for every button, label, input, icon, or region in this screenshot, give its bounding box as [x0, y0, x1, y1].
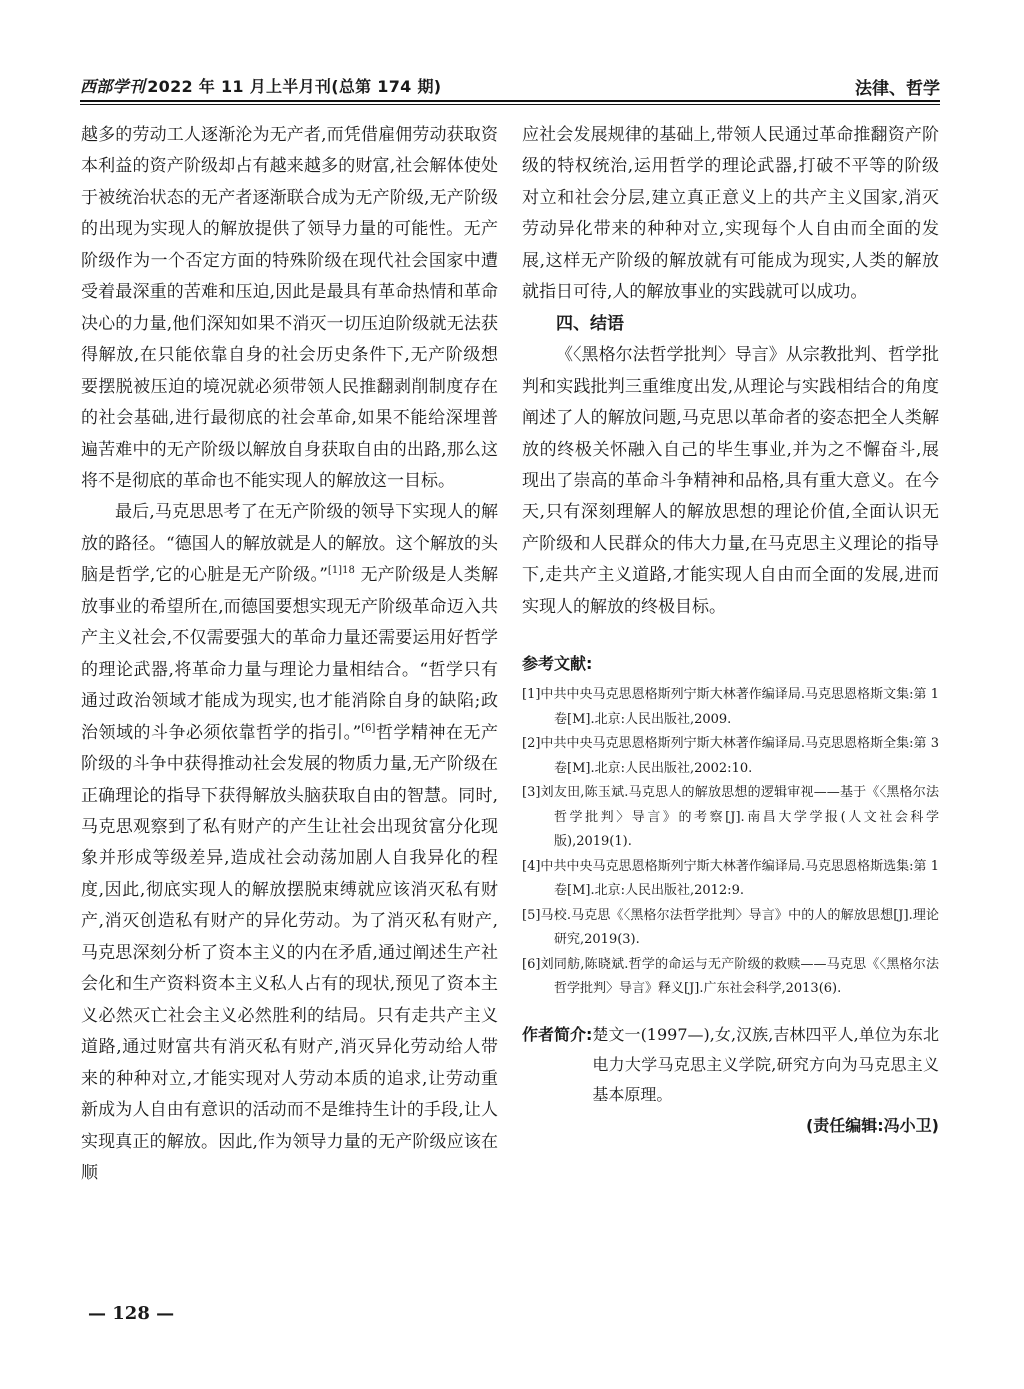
- reference-item: [1]中共中央马克思恩格斯列宁斯大林著作编译局.马克思恩格斯文集:第 1 卷[M].北京:人民出版社,2009.: [522, 687, 939, 727]
- references-list: [522, 683, 939, 1002]
- paragraph-text: 无产阶级是人类解放事业的希望所在,而德国要想实现无产阶级革命迈入共产主义社会,不仅需要强大的革命力量还需要运用好哲学的理论武器,将革命力量与理论力量相结合。“哲学只有通过政治领域才能成为现实,也才能消除自身的缺陷;政治领域的斗争必须依靠哲学的指引。”: [81, 565, 498, 743]
- journal-issue-line: [80, 74, 441, 97]
- citation-mark: [6]: [361, 722, 376, 734]
- paragraph-continued: 应社会发展规律的基础上,带领人民通过革命推翻资产阶级的特权统治,运用哲学的理论武器,打破不平等的阶级对立和社会分层,建立真正意义上的共产主义国家,消灭劳动异化带来的种种对立,实现每个人自由而全面的发展,这样无产阶级的解放就有可能成为现实,人类的解放就指日可待,人的解放事业的实践就可以成功。: [522, 125, 939, 303]
- paragraph-conclusion: 《〈黑格尔法哲学批判〉导言》从宗教批判、哲学批判和实践批判三重维度出发,从理论与实践相结合的角度阐述了人的解放问题,马克思以革命者的姿态把全人类解放的终极关怀融入自己的毕生事业,并为之不懈奋斗,展现出了崇高的革命斗争精神和品格,具有重大意义。在今天,只有深刻理解人的解放思想的理论价值,全面认识无产阶级和人民群众的伟大力量,在马克思主义理论的指导下,走共产主义道路,才能实现人自由而全面的发展,进而实现人的解放的终极目标。: [522, 345, 939, 617]
- responsible-editor: (责任编辑:冯小卫): [805, 1115, 939, 1135]
- header-rule: [80, 100, 940, 102]
- right-column: [522, 120, 939, 1140]
- paragraph-text: 最后,马克思思考了在无产阶级的领导下实现人的解放的路径。“德国人的解放就是人的解放。这个解放的头脑是哲学,它的心脏是无产阶级。”: [81, 502, 498, 586]
- section-heading: 四、结语: [556, 313, 624, 334]
- paragraph-text: 哲学精神在无产阶级的斗争中获得推动社会发展的物质力量,无产阶级在正确理论的指导下获得解放头脑获取自由的智慧。同时,马克思观察到了私有财产的产生让社会出现贫富分化现象并形成等级差异,造成社会动荡加剧人自我异化的程度,因此,彻底实现人的解放摆脱束缚就应该消灭私有财产,消灭创造私有财产的异化劳动。为了消灭私有财产,马克思深刻分析了资本主义的内在矛盾,通过阐述生产社会化和生产资料资本主义私人占有的现状,预见了资本主义必然灭亡社会主义必然胜利的结局。只有走共产主义道路,通过财富共有消灭私有财产,消灭异化劳动给人带来的种种对立,才能实现对人劳动本质的追求,让劳动重新成为人自由有意识的活动而不是维持生计的手段,让人实现真正的解放。因此,作为领导力量的无产阶级应该在顺: [81, 722, 498, 1183]
- issue-info: 2022 年 11 月上半月刊(总第 174 期): [147, 77, 442, 96]
- author-text: 楚文一(1997—),女,汉族,吉林四平人,单位为东北电力大学马克思主义学院,研究方向为马克思主义基本原理。: [592, 1024, 939, 1104]
- reference-item: [5]马校.马克思《〈黑格尔法哲学批判〉导言》中的人的解放思想[J].理论研究,2019(3).: [522, 907, 939, 948]
- paragraph-continued: 越多的劳动工人逐渐沦为无产者,而凭借雇佣劳动获取资本利益的资产阶级却占有越来越多的财富,社会解体使处于被统治状态的无产者逐渐联合成为无产阶级,无产阶级的出现为实现人的解放提供了领导力量的可能性。无产阶级作为一个否定方面的特殊阶级在现代社会国家中遭受着最深重的苦难和压迫,因此是最具有革命热情和革命决心的力量,他们深知如果不消灭一切压迫阶级就无法获得解放,在只能依靠自身的社会历史条件下,无产阶级想要摆脱被压迫的境况就必须带领人民推翻剥削制度存在的社会基础,进行最彻底的社会革命,如果不能给深埋普遍苦难中的无产阶级以解放自身获取自由的出路,那么这将不是彻底的革命也不能实现人的解放这一目标。: [81, 125, 498, 491]
- journal-logo: 西部学刊: [80, 77, 146, 96]
- reference-item: [4]中共中央马克思恩格斯列宁斯大林著作编译局.马克思恩格斯选集:第 1 卷[M].北京:人民出版社,2012:9.: [522, 858, 939, 899]
- left-column: [81, 120, 498, 1189]
- page-number: — 128 —: [88, 1303, 175, 1324]
- reference-item: [3]刘友田,陈玉斌.马克思人的解放思想的逻辑审视——基于《〈黑格尔法哲学批判〉导言》的考察[J].南昌大学学报(人文社会科学版),2019(1).: [522, 785, 939, 850]
- author-info: [522, 1020, 939, 1110]
- author-label: 作者简介:: [522, 1024, 593, 1044]
- paragraph-liberation-path: [81, 497, 498, 1189]
- citation-mark: [1]18: [327, 565, 355, 577]
- section-label: 法律、哲学: [855, 79, 940, 99]
- reference-item: [6]刘同舫,陈晓斌.哲学的命运与无产阶级的救赎——马克思《〈黑格尔法哲学批判〉导言》释义[J].广东社会科学,2013(6).: [522, 956, 939, 997]
- reference-item: [2]中共中央马克思恩格斯列宁斯大林著作编译局.马克思恩格斯全集:第 3 卷[M].北京:人民出版社,2002:10.: [522, 736, 939, 776]
- header-rule-thin: [80, 104, 940, 105]
- references-heading: 参考文献:: [522, 654, 593, 674]
- page-header: [80, 70, 940, 102]
